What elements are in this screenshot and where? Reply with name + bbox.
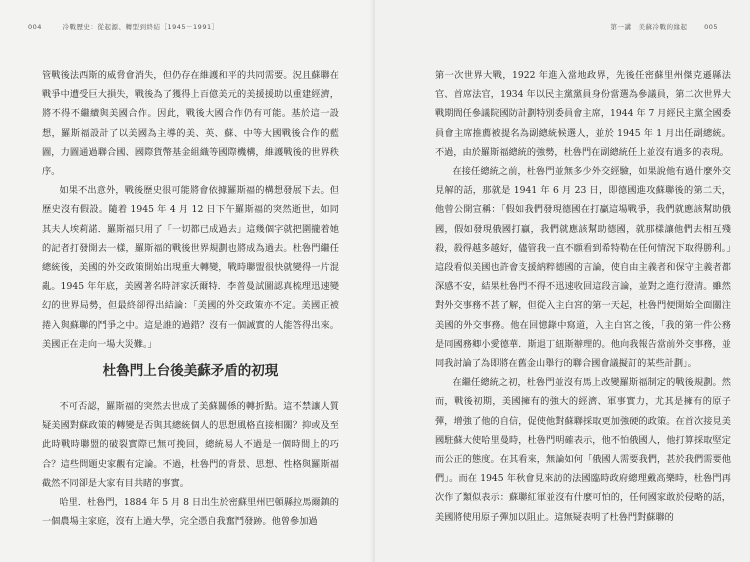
paragraph: 第一次世界大戰，1922 年進入當地政界，先後任密蘇里州傑克遜縣法官、首席法官，1934 年以民主黨黨員身份當選為參議員，第二次世界大戰期間任參議院國防計劃特別委員會主席，1944 年 7 月經民主黨全國委員會主席推薦被提名為副總統候選人，並於 1945 年 1 月出任副總統。不過，由於羅斯福總統的強勢，杜魯門在副總統任上並沒有過多的表現。 xyxy=(435,70,731,158)
page-number: 005 xyxy=(704,23,718,31)
section-heading: 杜魯門上台後美蘇矛盾的初現 xyxy=(102,363,279,379)
paragraph: 如果不出意外，戰後歷史很可能將會依據羅斯福的構想發展下去。但歷史沒有假設。隨着 1945 年 4 月 12 日下午羅斯福的突然逝世，如同其夫人埃莉諾．羅斯福只用了「一切都已成過去」這幾個字就把圍攏着她的記者打發開去一樣，羅斯福的戰後世界規劃也將成為過去。杜魯門繼任總統後，美國的外交政策開始出現重大轉變，戰時聯盟很快就變得一片混亂。1945 年年底，美國著名時評家沃爾特．李普曼試圖認真梳理迅速變幻的世界局勢，但最終卻得出結論：「美國的外交政策亦不定。美國正被捲入與蘇聯的鬥爭之中。這是誰的過錯？沒有一個誠實的人能答得出來。美國正在走向一場大災難。」 xyxy=(42,185,339,350)
paragraph: 不可否認，羅斯福的突然去世成了美蘇關係的轉折點。這不禁讓人質疑美國對蘇政策的轉變是否與其總統個人的思想風格直接相關？抑或及至此時戰時聯盟的破裂實際已無可挽回，總統易人不過是一個時間上的巧合？這些問題史家觀有定論。不過，杜魯門的背景、思想、性格與羅斯福截然不同卻是大家有目共睹的事實。 xyxy=(42,401,339,489)
paragraph: 在繼任總統之初，杜魯門並沒有馬上改變羅斯福制定的戰後規劃。然而，戰後初期，美國擁有的強大的經濟、軍事實力，尤其是擁有的原子彈，增強了他的自信，促使他對蘇聯採取更加強硬的政策。在首次接見美國駐蘇大使哈里曼時，杜魯門明確表示，他不怕俄國人，他打算採取堅定而公正的態度。在其看來，無論如何「俄國人需要我們，甚於我們需要他們」。而在 1945 年秋會見來訪的法國臨時政府總理戴高樂時，杜魯門再次作了類似表示：蘇聯紅軍並沒有什麼可怕的，任何國家敢於侵略的話，美國將使用原子彈加以阻止。這無疑表明了杜魯門對蘇聯的 xyxy=(435,377,731,523)
paragraph: 在接任總統之前，杜魯門並無多少外交經驗，如果說他有過什麼外交見解的話，那就是 1941 年 6 月 23 日，即德國進攻蘇聯後的第二天，他曾公開宣稱：「假如我們發現德國在打贏這場戰爭，我們就應該幫助俄國，假如發現俄國打贏，我們就應該幫助德國，就那樣讓他們去相互殘殺，殺得越多越好，儘管我一直不願看到希特勒在任何情況下取得勝利。」這段看似美國也許會支援納粹德國的言論，使自由主義者和保守主義者都深感不安，結果杜魯門不得不迅速收回這段言論，並對之進行澄清。雖然對外交事務不甚了解，但從入主白宮的第一天起，杜魯門便開始全面關注美國的外交事務。他在回憶錄中寫道，入主白宮之後，「我的第一件公務是同國務卿小愛德華．斯退丁紐斯辦理的。他向我報告當前外交事務，並同我討論了為即將在舊金山舉行的聯合國會議擬訂的某些計劃」。 xyxy=(435,166,731,370)
running-head-right xyxy=(611,22,719,31)
body-text-top xyxy=(42,66,339,354)
running-title: 第一講 美蘇冷戰的緣起 xyxy=(610,23,688,31)
paragraph: 管戰後法西斯的威脅會消失，但仍存在維護和平的共同需要。況且蘇聯在戰爭中遭受巨大損失，戰後為了獲得上百億美元的美援援助以重建經濟，將不得不繼續與美國合作。因此，戰後大國合作仍有可能。基於這一設想，羅斯福設計了以美國為主導的美、英、蘇、中等大國戰後合作的藍圖，力圖通過聯合國、國際貨幣基金組織等國際機構，維護戰後的世界秩序。 xyxy=(42,70,339,178)
running-title: 冷戰歷史：從起源、轉型到終結［1945－1991］ xyxy=(62,23,219,31)
page-number: 004 xyxy=(28,23,42,31)
body-text xyxy=(435,66,731,527)
paragraph: 哈里．杜魯門，1884 年 5 月 8 日出生於密蘇里州巴頓縣拉馬爾鎮的一個農場主家庭，沒有上過大學，完全憑自我奮鬥發跡。他曾參加過 xyxy=(42,497,339,528)
body-text-bottom xyxy=(42,397,339,531)
running-head-left xyxy=(28,22,219,31)
right-page xyxy=(375,0,750,562)
